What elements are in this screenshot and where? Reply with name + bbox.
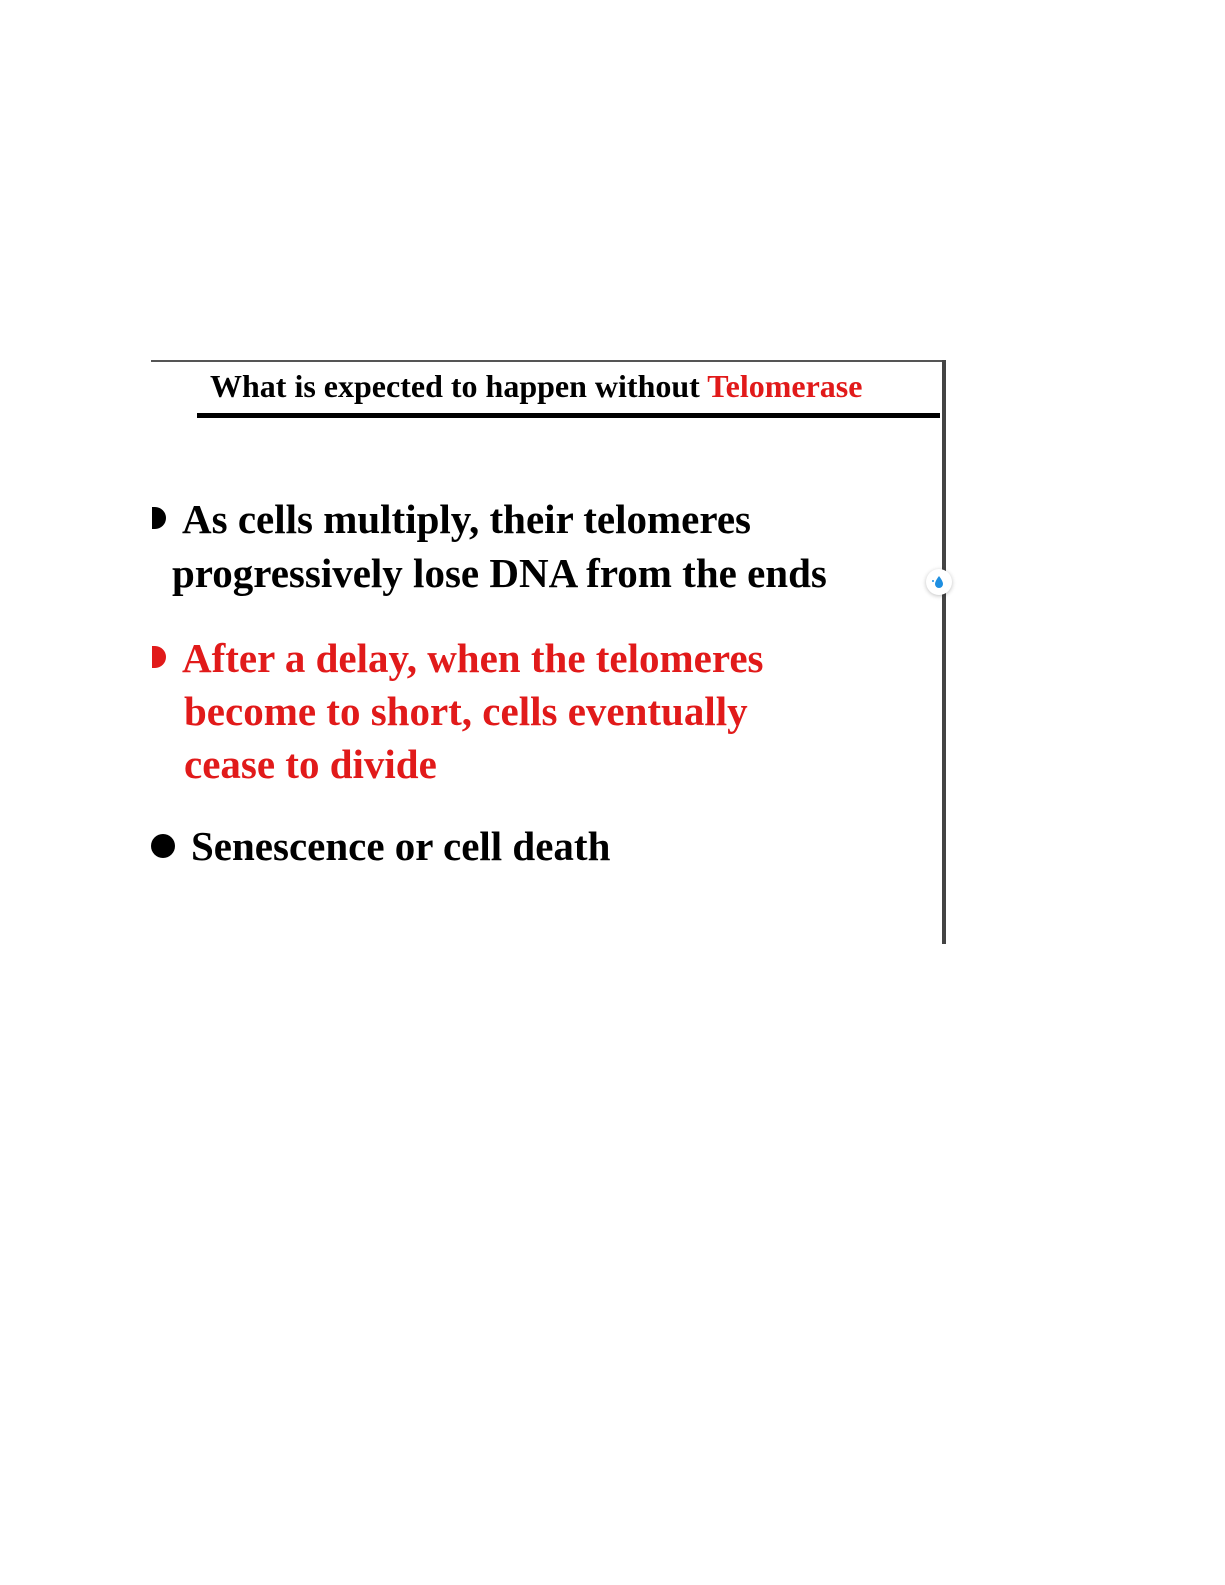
bullet-line: As cells multiply, their telomeres bbox=[182, 496, 751, 542]
bullet-line: progressively lose DNA from the ends bbox=[172, 550, 827, 596]
bullet-line: become to short, cells eventually bbox=[184, 688, 748, 734]
slide-title-accent: Telomerase bbox=[707, 368, 863, 404]
slide-right-border bbox=[942, 360, 946, 944]
bullet-line: cease to divide bbox=[184, 741, 437, 787]
bullet-line: Senescence or cell death bbox=[191, 823, 611, 869]
slide-title-prefix: What is expected to happen without bbox=[210, 368, 708, 404]
slide-top-rule bbox=[151, 360, 946, 362]
bullet-line: After a delay, when the telomeres bbox=[182, 635, 764, 681]
bullet-marker-icon bbox=[151, 834, 175, 858]
floating-badge-button[interactable] bbox=[926, 569, 952, 595]
slide bbox=[151, 360, 946, 944]
bullet-marker-icon bbox=[152, 507, 166, 529]
bullet-marker-icon bbox=[152, 646, 166, 668]
droplet-icon bbox=[931, 574, 947, 590]
title-underline bbox=[197, 413, 940, 418]
slide-title bbox=[210, 366, 862, 406]
